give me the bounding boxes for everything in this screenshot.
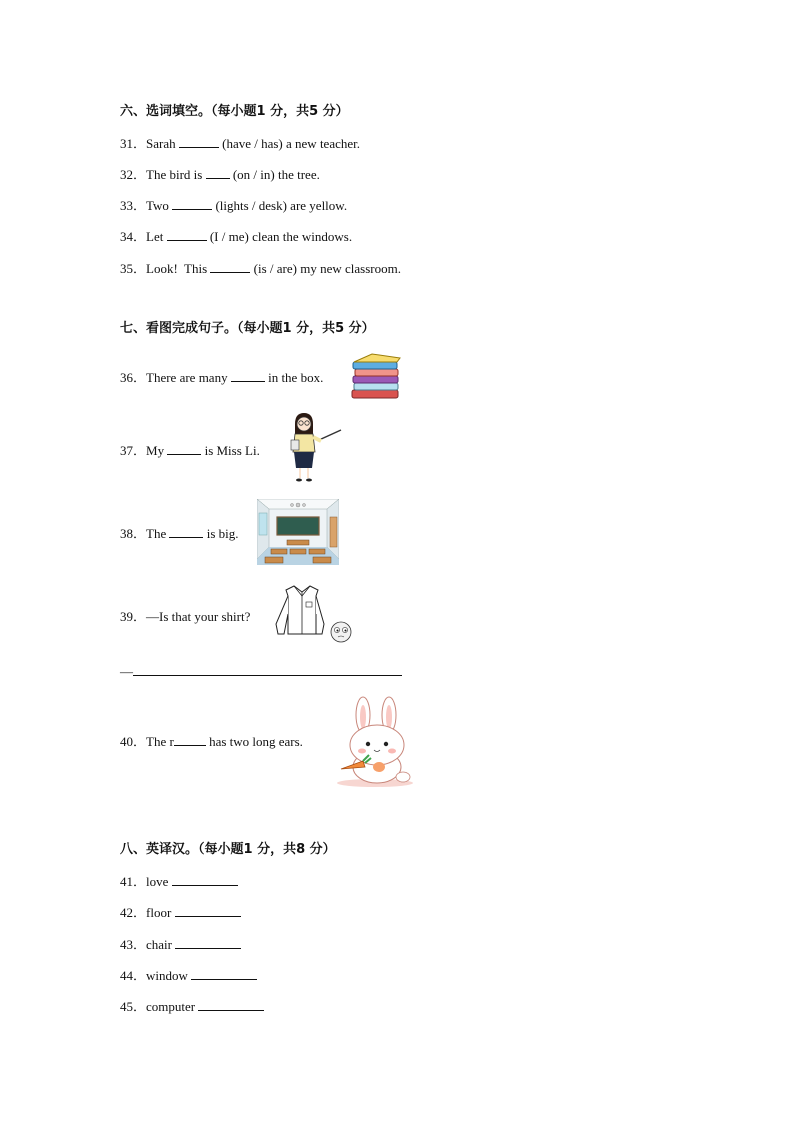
answer-blank[interactable]: [174, 734, 206, 746]
answer-blank[interactable]: [231, 370, 265, 382]
question-37: 37．My is Miss Li.: [120, 443, 260, 458]
answer-blank[interactable]: [198, 999, 264, 1011]
answer-line-39: —: [120, 664, 402, 680]
question-39: 39．—Is that your shirt?: [120, 609, 251, 624]
answer-blank[interactable]: [133, 664, 402, 676]
question-31: 31．Sarah (have / has) a new teacher.: [120, 136, 360, 151]
answer-blank[interactable]: [179, 136, 219, 148]
section7-heading: 七、看图完成句子。（每小题1 分，共5 分）: [120, 321, 375, 336]
question-40: 40．The r has two long ears.: [120, 734, 303, 749]
question-33: 33．Two (lights / desk) are yellow.: [120, 198, 348, 213]
teacher-icon: [285, 410, 345, 484]
question-35: 35．Look! This (is / are) my new classroom.: [120, 261, 401, 276]
section6-heading: 六、选词填空。（每小题1 分，共5 分）: [120, 104, 349, 119]
answer-blank[interactable]: [210, 261, 250, 273]
answer-blank[interactable]: [175, 905, 241, 917]
question-44: 44．window: [120, 968, 257, 984]
classroom-icon: [257, 499, 339, 565]
answer-blank[interactable]: [172, 198, 212, 210]
answer-blank[interactable]: [167, 229, 207, 241]
question-45: 45．computer: [120, 999, 264, 1015]
question-43: 43．chair: [120, 937, 241, 953]
stack-of-books-icon: [350, 352, 402, 402]
answer-blank[interactable]: [172, 874, 238, 886]
answer-blank[interactable]: [191, 968, 257, 980]
question-38: 38．The is big.: [120, 526, 239, 541]
answer-blank[interactable]: [167, 443, 201, 455]
question-41: 41．love: [120, 874, 238, 890]
answer-blank[interactable]: [175, 937, 241, 949]
question-32: 32．The bird is (on / in) the tree.: [120, 167, 320, 182]
question-42: 42．floor: [120, 905, 241, 921]
answer-blank[interactable]: [206, 167, 230, 179]
answer-blank[interactable]: [169, 526, 203, 538]
rabbit-icon: [333, 695, 419, 789]
question-34: 34．Let (I / me) clean the windows.: [120, 229, 353, 244]
shirt-icon: [272, 584, 354, 648]
section8-heading: 八、英译汉。（每小题1 分，共8 分）: [120, 842, 336, 857]
question-36: 36．There are many in the box.: [120, 370, 324, 385]
